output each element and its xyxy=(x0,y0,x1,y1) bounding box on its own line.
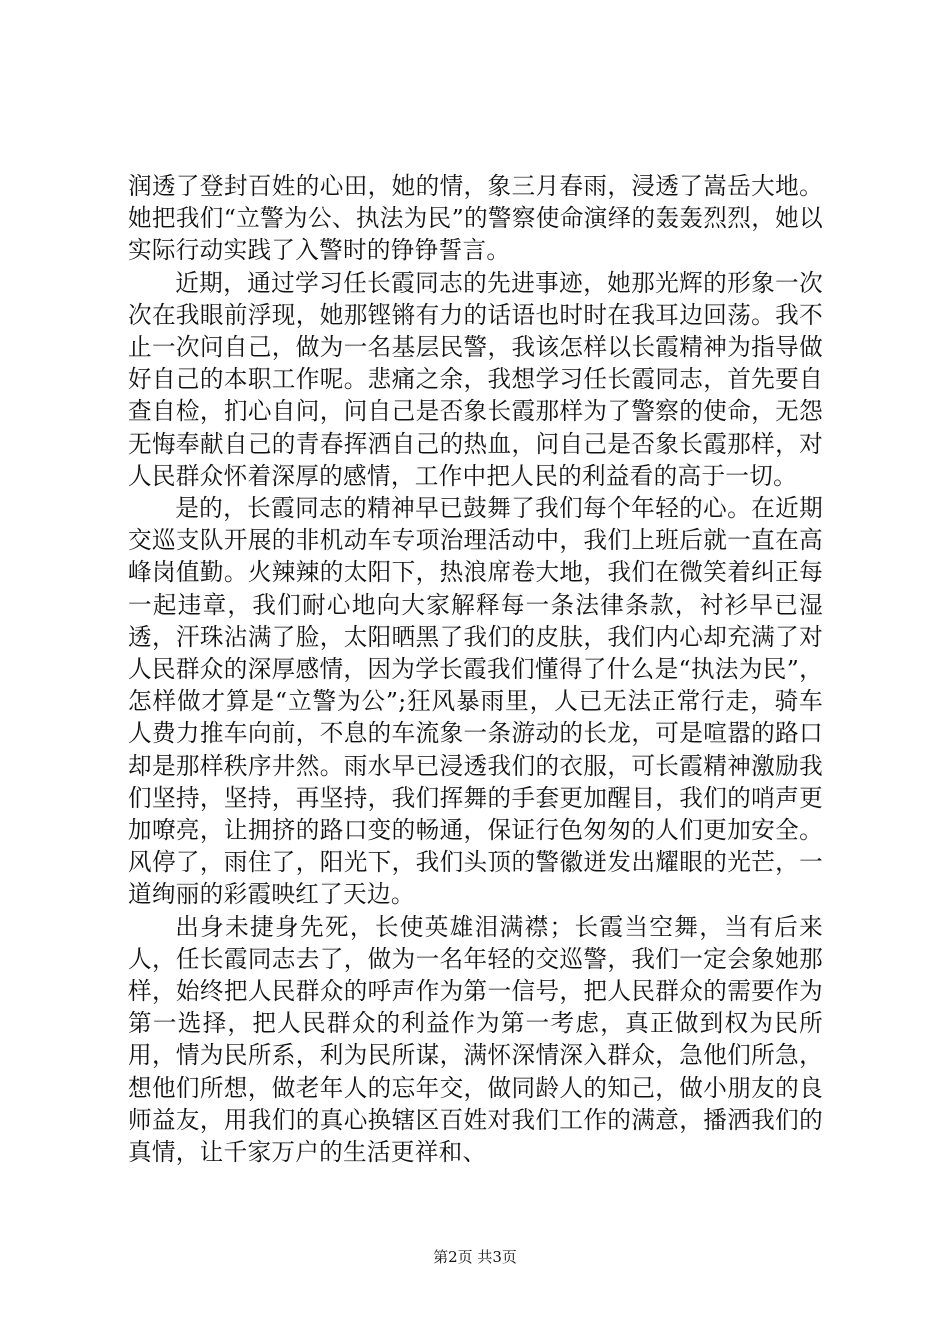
paragraph-3: 是的，长霞同志的精神早已鼓舞了我们每个年轻的心。在近期交巡支队开展的非机动车专项治理活动中，我们上班后就一直在高峰岗值勤。火辣辣的太阳下，热浪席卷大地，我们在微笑着纠正每一起违章，我们耐心地向大家解释每一条法律条款，衬衫早已湿透，汗珠沾满了脸，太阳晒黑了我们的皮肤，我们内心却充满了对人民群众的深厚感情，因为学长霞我们懂得了什么是“执法为民”，怎样做才算是“立警为公”;狂风暴雨里，人已无法正常行走，骑车人费力推车向前，不息的车流象一条游动的长龙，可是喧嚣的路口却是那样秩序井然。雨水早已浸透我们的衣服，可长霞精神激励我们坚持，坚持，再坚持，我们挥舞的手套更加醒目，我们的哨声更加嘹亮，让拥挤的路口变的畅通，保证行色匆匆的人们更加安全。风停了，雨住了，阳光下，我们头顶的警徽迸发出耀眼的光芒，一道绚丽的彩霞映红了天边。 xyxy=(128,494,823,909)
page-footer xyxy=(0,1247,950,1267)
paragraph-2: 近期，通过学习任长霞同志的先进事迹，她那光辉的形象一次次在我眼前浮现，她那铿锵有力的话语也时时在我耳边回荡。我不止一次问自己，做为一名基层民警，我该怎样以长霞精神为指导做好自己的本职工作呢。悲痛之余，我想学习任长霞同志，首先要自查自检，扪心自问，问自己是否象长霞那样为了警察的使命，无怨无悔奉献自己的青春挥洒自己的热血，问自己是否象长霞那样，对人民群众怀着深厚的感情，工作中把人民的利益看的高于一切。 xyxy=(128,268,823,490)
paragraph-4: 出身未捷身先死，长使英雄泪满襟；长霞当空舞，当有后来人，任长霞同志去了，做为一名年轻的交巡警，我们一定会象她那样，始终把人民群众的呼声作为第一信号，把人民群众的需要作为第一选择，把人民群众的利益作为第一考虑，真正做到权为民所用，情为民所系，利为民所谋，满怀深情深入群众，急他们所急，想他们所想，做老年人的忘年交，做同龄人的知己，做小朋友的良师益友，用我们的真心换辖区百姓对我们工作的满意，播洒我们的真情，让千家万户的生活更祥和、 xyxy=(128,912,823,1167)
document-body xyxy=(128,170,823,1168)
paragraph-1: 润透了登封百姓的心田，她的情，象三月春雨，浸透了嵩岳大地。她把我们“立警为公、执法为民”的警察使命演绎的轰轰烈烈，她以实际行动实践了入警时的铮铮誓言。 xyxy=(128,172,823,265)
page-number: 第2页 共3页 xyxy=(433,1248,517,1266)
